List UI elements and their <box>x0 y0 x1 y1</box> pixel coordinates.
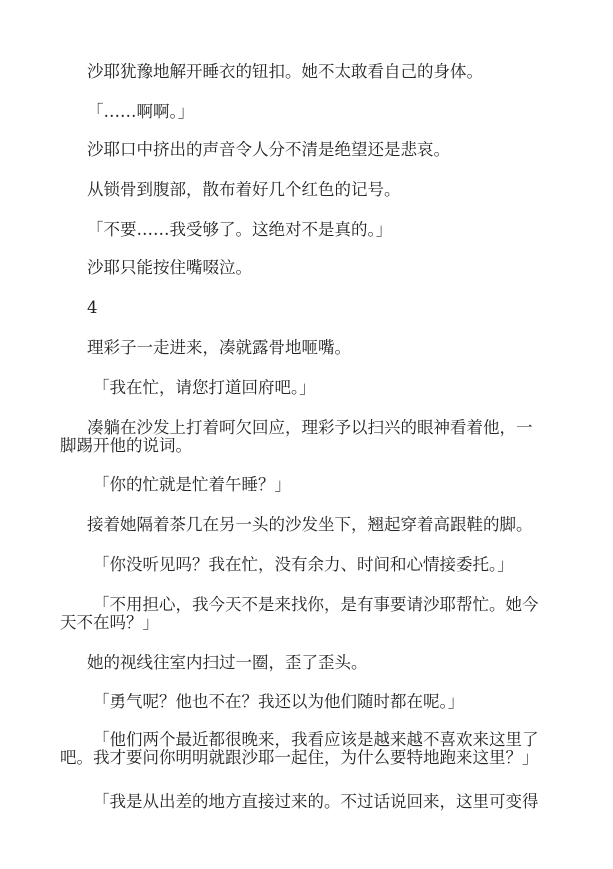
text-line: 4 <box>87 298 98 317</box>
paragraph <box>60 339 560 357</box>
paragraph <box>60 63 560 81</box>
paragraph <box>60 181 560 199</box>
text-line: 「不要……我受够了。这绝对不是真的。」 <box>87 220 393 239</box>
text-line: 「不用担心，我今天不是来找你，是有事要请沙耶帮忙。她今 <box>93 595 539 614</box>
paragraph <box>60 793 560 811</box>
paragraph <box>60 221 560 239</box>
section-number <box>60 299 560 317</box>
text-line: 她的视线往室内扫过一圈，歪了歪头。 <box>87 653 368 672</box>
text-line: 吧。我才要问你明明就跟沙耶一起住，为什么要特地跑来这里？」 <box>60 748 539 767</box>
paragraph <box>60 379 560 397</box>
paragraph <box>60 259 560 277</box>
paragraph <box>60 693 560 711</box>
paragraph <box>60 516 560 534</box>
paragraph <box>60 476 560 494</box>
text-line: 「他们两个最近都很晚来，我看应该是越来越不喜欢来这里了 <box>93 730 539 749</box>
text-line: 沙耶犹豫地解开睡衣的钮扣。她不太敢看自己的身体。 <box>87 62 483 81</box>
text-line: 脚踢开他的说词。 <box>60 436 192 455</box>
text-line: 从锁骨到腹部，散布着好几个红色的记号。 <box>87 180 401 199</box>
text-line: 「……啊啊。」 <box>87 102 195 121</box>
paragraph <box>60 654 560 672</box>
paragraph <box>60 731 560 767</box>
paragraph <box>60 419 560 455</box>
text-line: 「你没听见吗？我在忙，没有余力、时间和心情接委托。」 <box>93 555 514 574</box>
text-line: 「我在忙，请您打道回府吧。」 <box>93 378 316 397</box>
text-line: 沙耶只能按住嘴啜泣。 <box>87 258 252 277</box>
text-line: 「我是从出差的地方直接过来的。不过话说回来，这里可变得 <box>93 792 539 811</box>
paragraph <box>60 596 560 632</box>
text-line: 理彩子一走进来，凑就露骨地咂嘴。 <box>87 338 351 357</box>
text-line: 凑躺在沙发上打着呵欠回应，理彩予以扫兴的眼神看着他，一 <box>87 418 533 437</box>
text-line: 沙耶口中挤出的声音令人分不清是绝望还是悲哀。 <box>87 140 450 159</box>
text-line: 接着她隔着茶几在另一头的沙发坐下，翘起穿着高跟鞋的脚。 <box>87 515 533 534</box>
paragraph <box>60 141 560 159</box>
text-line: 天不在吗？」 <box>60 613 159 632</box>
paragraph <box>60 556 560 574</box>
paragraph <box>60 103 560 121</box>
text-line: 「勇气呢？他也不在？我还以为他们随时都在呢。」 <box>93 692 465 711</box>
text-line: 「你的忙就是忙着午睡？」 <box>93 475 291 494</box>
